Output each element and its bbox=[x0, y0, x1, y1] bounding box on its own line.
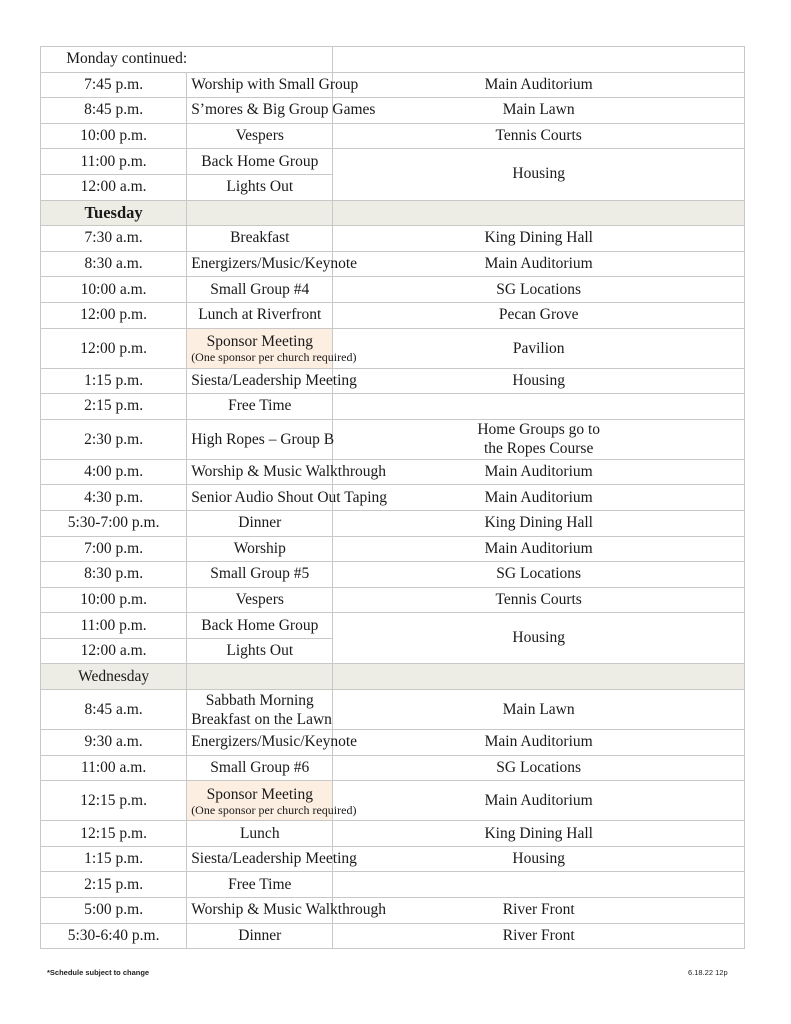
location-cell: Main Auditorium bbox=[333, 485, 745, 511]
time-cell: 10:00 p.m. bbox=[41, 587, 187, 613]
event-cell: Worship bbox=[187, 536, 333, 562]
version-stamp: 6.18.22 12p bbox=[688, 968, 728, 977]
event-cell: Lights Out bbox=[187, 174, 333, 200]
time-cell: 9:30 a.m. bbox=[41, 730, 187, 756]
location-cell: Main Auditorium bbox=[333, 251, 745, 277]
table-row bbox=[41, 562, 745, 588]
day-label: Wednesday bbox=[41, 664, 187, 690]
event-cell: Energizers/Music/Keynote bbox=[187, 251, 333, 277]
location-cell: SG Locations bbox=[333, 562, 745, 588]
table-row bbox=[41, 923, 745, 949]
location-cell: Main Auditorium bbox=[333, 730, 745, 756]
event-cell: Back Home Group bbox=[187, 613, 333, 639]
table-row bbox=[41, 98, 745, 124]
time-cell: 10:00 a.m. bbox=[41, 277, 187, 303]
continued-label: Monday continued: bbox=[66, 50, 188, 68]
event-cell: Vespers bbox=[187, 123, 333, 149]
continued-label-cell bbox=[41, 47, 333, 73]
event-note: (One sponsor per church required) bbox=[191, 802, 357, 817]
time-cell: 7:45 p.m. bbox=[41, 72, 187, 98]
table-row bbox=[41, 72, 745, 98]
location-cell: Main Auditorium bbox=[333, 459, 745, 485]
schedule-disclaimer: *Schedule subject to change bbox=[47, 968, 150, 977]
time-cell: 7:00 p.m. bbox=[41, 536, 187, 562]
event-cell bbox=[187, 690, 333, 730]
time-cell: 8:30 p.m. bbox=[41, 562, 187, 588]
table-row bbox=[41, 690, 745, 730]
day-header-cell bbox=[333, 664, 745, 690]
location-cell bbox=[333, 394, 745, 420]
time-cell: 2:15 p.m. bbox=[41, 872, 187, 898]
location-cell: SG Locations bbox=[333, 755, 745, 781]
time-cell: 4:00 p.m. bbox=[41, 459, 187, 485]
table-row bbox=[41, 898, 745, 924]
day-header-cell bbox=[187, 200, 333, 226]
time-cell: 12:15 p.m. bbox=[41, 781, 187, 821]
time-cell: 5:30-6:40 p.m. bbox=[41, 923, 187, 949]
event-line: Breakfast on the Lawn bbox=[191, 710, 332, 728]
event-line: Sabbath Morning bbox=[205, 691, 314, 709]
day-header-cell bbox=[333, 200, 745, 226]
table-row bbox=[41, 510, 745, 536]
time-cell: 7:30 a.m. bbox=[41, 226, 187, 252]
time-cell: 12:00 a.m. bbox=[41, 638, 187, 664]
event-note: (One sponsor per church required) bbox=[191, 350, 357, 365]
time-cell: 2:15 p.m. bbox=[41, 394, 187, 420]
event-cell: S’mores & Big Group Games bbox=[187, 98, 333, 124]
event-cell: Breakfast bbox=[187, 226, 333, 252]
event-cell: Free Time bbox=[187, 872, 333, 898]
time-cell: 12:00 a.m. bbox=[41, 174, 187, 200]
table-row bbox=[41, 781, 745, 821]
sponsor-meeting-cell bbox=[187, 781, 357, 821]
time-cell: 4:30 p.m. bbox=[41, 485, 187, 511]
table-row bbox=[41, 277, 745, 303]
time-cell: 11:00 p.m. bbox=[41, 149, 187, 175]
table-row bbox=[41, 459, 745, 485]
event-cell: Senior Audio Shout Out Taping bbox=[187, 485, 333, 511]
time-cell: 1:15 p.m. bbox=[41, 368, 187, 394]
time-cell: 5:00 p.m. bbox=[41, 898, 187, 924]
time-cell: 1:15 p.m. bbox=[41, 846, 187, 872]
time-cell: 5:30-7:00 p.m. bbox=[41, 510, 187, 536]
time-cell: 10:00 p.m. bbox=[41, 123, 187, 149]
location-cell: River Front bbox=[333, 923, 745, 949]
table-row bbox=[41, 846, 745, 872]
table-row bbox=[41, 872, 745, 898]
table-row bbox=[41, 302, 745, 328]
time-cell: 8:45 a.m. bbox=[41, 690, 187, 730]
table-row bbox=[41, 368, 745, 394]
event-cell: Siesta/Leadership Meeting bbox=[187, 368, 333, 394]
location-cell bbox=[333, 419, 745, 459]
time-cell: 12:15 p.m. bbox=[41, 821, 187, 847]
table-row bbox=[41, 419, 745, 459]
event-title: Sponsor Meeting bbox=[206, 785, 313, 803]
event-cell: Back Home Group bbox=[187, 149, 333, 175]
location-cell: Housing bbox=[333, 149, 745, 200]
location-cell: River Front bbox=[333, 898, 745, 924]
location-cell: Housing bbox=[333, 846, 745, 872]
table-row bbox=[41, 755, 745, 781]
table-row bbox=[41, 394, 745, 420]
location-cell: Main Auditorium bbox=[333, 72, 745, 98]
location-cell: Main Lawn bbox=[333, 690, 745, 730]
table-row bbox=[41, 47, 745, 73]
event-cell: Dinner bbox=[187, 510, 333, 536]
event-cell: Small Group #5 bbox=[187, 562, 333, 588]
day-header-row bbox=[41, 664, 745, 690]
event-cell: Vespers bbox=[187, 587, 333, 613]
location-cell: Housing bbox=[333, 368, 745, 394]
table-row bbox=[41, 536, 745, 562]
location-cell: Pecan Grove bbox=[333, 302, 745, 328]
event-cell: High Ropes – Group B bbox=[187, 419, 333, 459]
time-cell: 11:00 a.m. bbox=[41, 755, 187, 781]
event-cell: Lights Out bbox=[187, 638, 333, 664]
schedule-table bbox=[40, 46, 745, 949]
time-cell: 2:30 p.m. bbox=[41, 419, 187, 459]
location-cell: Pavilion bbox=[333, 328, 745, 368]
event-cell: Small Group #6 bbox=[187, 755, 333, 781]
sponsor-meeting-cell bbox=[187, 328, 357, 368]
location-cell: King Dining Hall bbox=[333, 226, 745, 252]
day-header-row bbox=[41, 200, 745, 226]
table-row bbox=[41, 328, 745, 368]
event-title: Sponsor Meeting bbox=[206, 333, 313, 351]
time-cell: 8:30 a.m. bbox=[41, 251, 187, 277]
location-cell: King Dining Hall bbox=[333, 510, 745, 536]
location-cell: SG Locations bbox=[333, 277, 745, 303]
time-cell: 11:00 p.m. bbox=[41, 613, 187, 639]
location-cell: Main Lawn bbox=[333, 98, 745, 124]
event-cell: Worship with Small Group bbox=[187, 72, 333, 98]
location-cell: Tennis Courts bbox=[333, 123, 745, 149]
event-cell: Worship & Music Walkthrough bbox=[187, 898, 333, 924]
table-row bbox=[41, 821, 745, 847]
event-cell: Lunch at Riverfront bbox=[187, 302, 333, 328]
location-cell: King Dining Hall bbox=[333, 821, 745, 847]
table-row bbox=[41, 123, 745, 149]
table-row bbox=[41, 485, 745, 511]
event-cell: Worship & Music Walkthrough bbox=[187, 459, 333, 485]
location-cell: Housing bbox=[333, 613, 745, 664]
event-cell: Free Time bbox=[187, 394, 333, 420]
time-cell: 12:00 p.m. bbox=[41, 328, 187, 368]
location-line: the Ropes Course bbox=[484, 440, 594, 458]
table-row bbox=[41, 226, 745, 252]
event-cell: Small Group #4 bbox=[187, 277, 333, 303]
location-cell: Main Auditorium bbox=[333, 536, 745, 562]
table-row bbox=[41, 587, 745, 613]
table-row bbox=[41, 730, 745, 756]
location-cell: Tennis Courts bbox=[333, 587, 745, 613]
event-cell: Lunch bbox=[187, 821, 333, 847]
table-row bbox=[41, 149, 745, 175]
day-label: Tuesday bbox=[41, 200, 187, 226]
event-cell: Dinner bbox=[187, 923, 333, 949]
location-cell: Main Auditorium bbox=[333, 781, 745, 821]
event-cell: Energizers/Music/Keynote bbox=[187, 730, 333, 756]
location-cell bbox=[333, 47, 745, 73]
table-row bbox=[41, 613, 745, 639]
time-cell: 8:45 p.m. bbox=[41, 98, 187, 124]
location-line: Home Groups go to bbox=[477, 421, 601, 439]
day-header-cell bbox=[187, 664, 333, 690]
event-cell: Siesta/Leadership Meeting bbox=[187, 846, 333, 872]
time-cell: 12:00 p.m. bbox=[41, 302, 187, 328]
location-cell bbox=[333, 872, 745, 898]
table-row bbox=[41, 251, 745, 277]
